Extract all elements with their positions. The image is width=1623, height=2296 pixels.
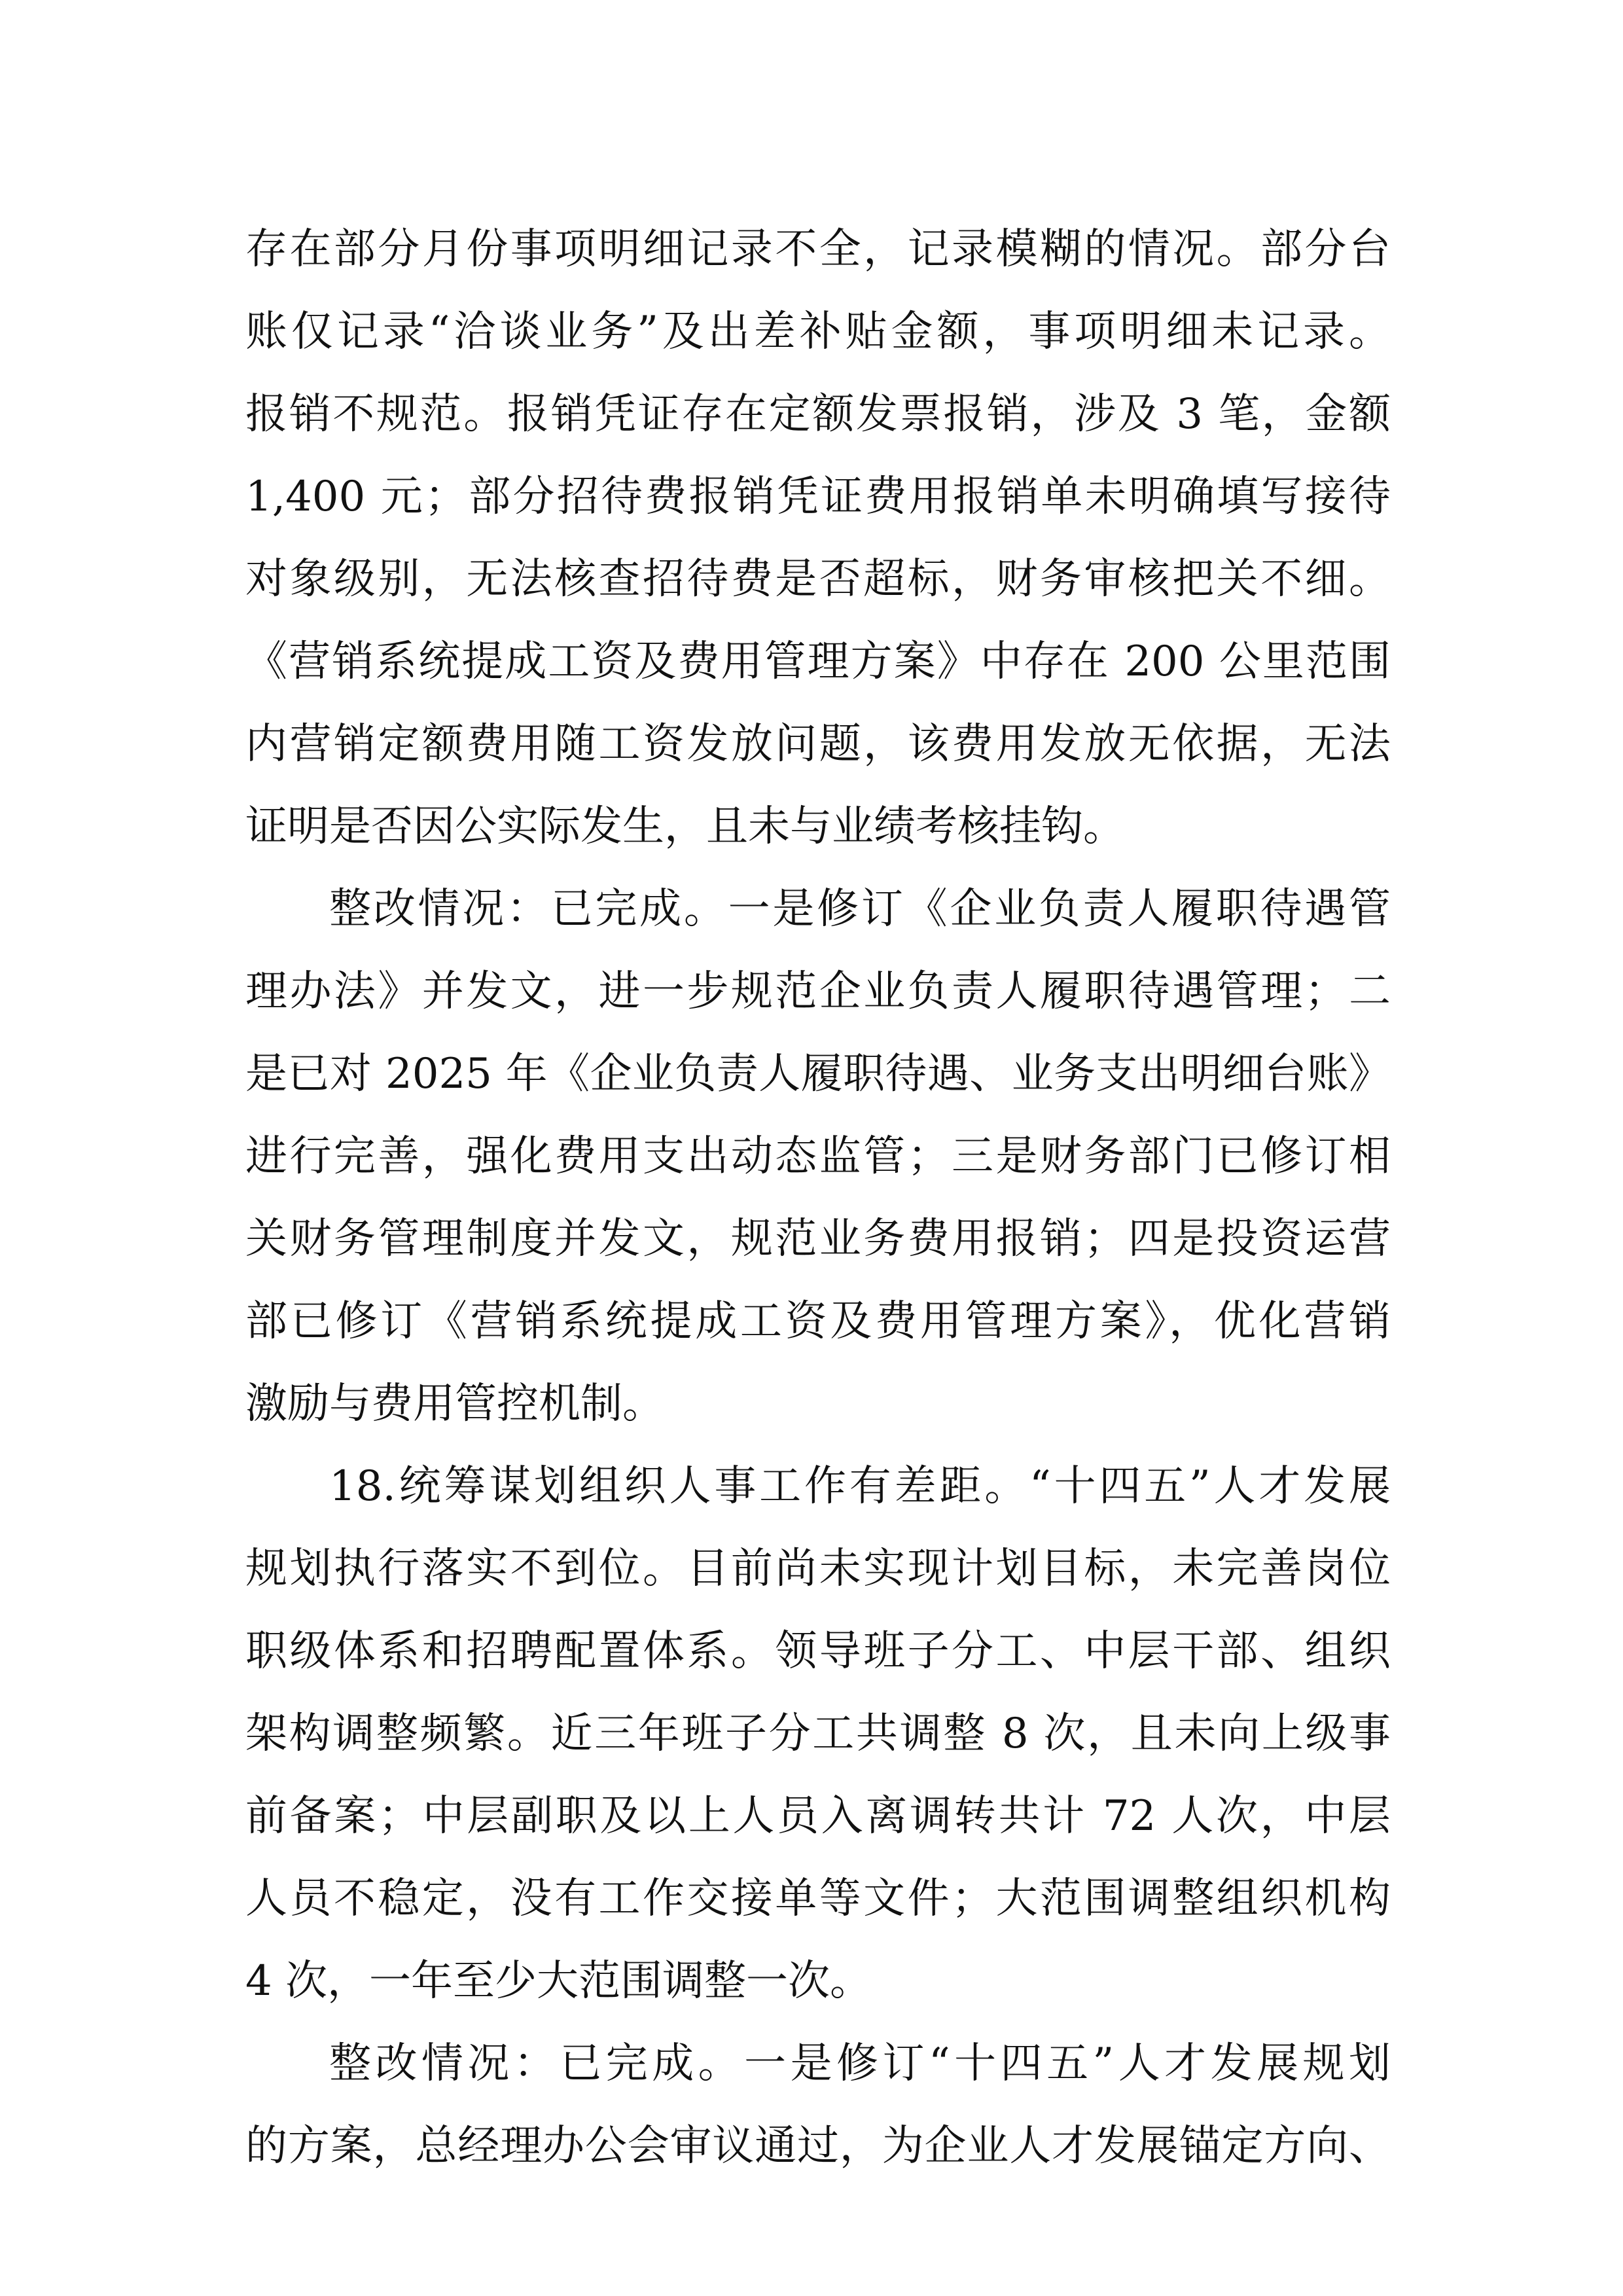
text-line: 关财务管理制度并发文，规范业务费用报销；四是投资运营 — [245, 1215, 1391, 1263]
text-line: 对象级别，无法核查招待费是否超标，财务审核把关不细。 — [245, 555, 1391, 603]
text-line: 部已修订《营销系统提成工资及费用管理方案》，优化营销 — [245, 1297, 1391, 1346]
text-line: 整改情况：已完成。一是修订“十四五”人才发展规划 — [329, 2039, 1391, 2088]
text-line: 4 次，一年至少大范围调整一次。 — [245, 1957, 872, 2005]
text-line: 1,400 元；部分招待费报销凭证费用报销单未明确填写接待 — [245, 473, 1391, 521]
paragraph-4 — [245, 2022, 1391, 2187]
paragraph-1 — [245, 208, 1391, 868]
text-line: 进行完善，强化费用支出动态监管；三是财务部门已修订相 — [245, 1132, 1391, 1181]
text-line: 是已对 2025 年《企业负责人履职待遇、业务支出明细台账》 — [245, 1050, 1391, 1098]
text-line: 人员不稳定，没有工作交接单等文件；大范围调整组织机构 — [245, 1874, 1391, 1923]
text-line: 内营销定额费用随工资发放问题，该费用发放无依据，无法 — [245, 720, 1391, 768]
paragraph-3 — [245, 1445, 1391, 2022]
text-line: 报销不规范。报销凭证存在定额发票报销，涉及 3 笔，金额 — [245, 390, 1391, 439]
text-line: 整改情况：已完成。一是修订《企业负责人履职待遇管 — [329, 885, 1391, 933]
text-line: 架构调整频繁。近三年班子分工共调整 8 次，且未向上级事 — [245, 1710, 1391, 1758]
text-line: 激励与费用管控机制。 — [245, 1380, 664, 1428]
text-line: 前备案；中层副职及以上人员入离调转共计 72 人次，中层 — [245, 1792, 1391, 1840]
text-line: 职级体系和招聘配置体系。领导班子分工、中层干部、组织 — [245, 1627, 1391, 1676]
body-text — [245, 208, 1391, 2187]
text-line: 存在部分月份事项明细记录不全，记录模糊的情况。部分台 — [245, 225, 1391, 274]
text-line: 证明是否因公实际发生，且未与业绩考核挂钩。 — [245, 802, 1125, 851]
text-line: 《营销系统提成工资及费用管理方案》中存在 200 公里范围 — [245, 637, 1391, 686]
text-line: 账仅记录“洽谈业务”及出差补贴金额，事项明细未记录。 — [245, 308, 1391, 356]
text-line: 18.统筹谋划组织人事工作有差距。“十四五”人才发展 — [329, 1462, 1391, 1511]
text-line: 的方案，总经理办公会审议通过，为企业人才发展锚定方向、 — [245, 2122, 1391, 2170]
text-line: 规划执行落实不到位。目前尚未实现计划目标，未完善岗位 — [245, 1545, 1391, 1593]
paragraph-2 — [245, 868, 1391, 1445]
text-line: 理办法》并发文，进一步规范企业负责人履职待遇管理；二 — [245, 967, 1391, 1016]
